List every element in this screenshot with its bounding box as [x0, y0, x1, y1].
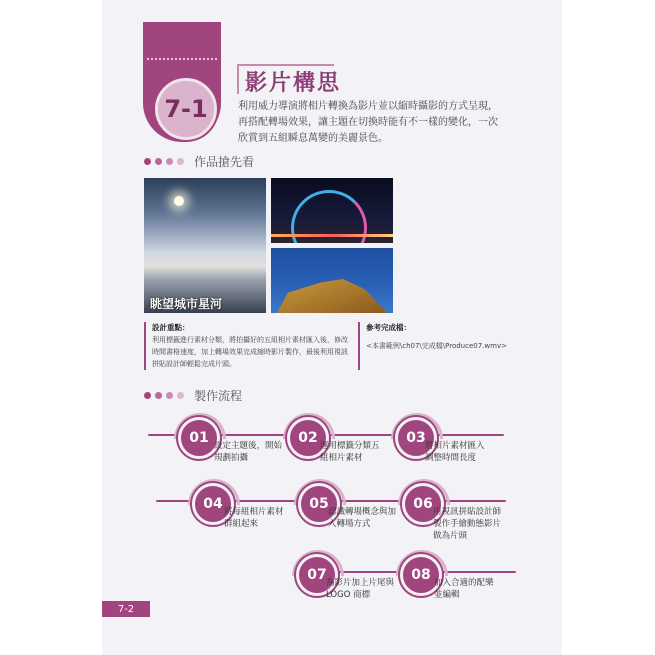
bullet-dot-icon — [155, 158, 162, 165]
flow-step-text: 認識轉場概念與加入轉場方式 — [328, 507, 397, 529]
flow-step-text: 將每組相片素材群組起來 — [224, 507, 284, 529]
flow-step-text: 將相片素材匯入調整時間長度 — [425, 441, 485, 463]
page-title: 影片構思 — [245, 71, 342, 96]
photo-caption: 眺望城市星河 — [150, 297, 223, 311]
preview-heading — [144, 153, 254, 170]
bullet-dot-icon — [155, 392, 162, 399]
bullet-dot-icon — [166, 158, 173, 165]
step-number: 01 — [189, 430, 209, 446]
step-number: 03 — [406, 430, 426, 446]
photo-temple-roof — [271, 248, 393, 313]
flow-step-text: 設定主題後，開始規劃拍攝 — [214, 441, 283, 463]
flow-heading-label: 製作流程 — [194, 389, 243, 403]
step-number: 07 — [307, 567, 327, 583]
flow-step-text: 加入合適的配樂並編輯 — [434, 578, 494, 600]
bullet-dot-icon — [166, 392, 173, 399]
intro-text: 利用威力導演將相片轉換為影片並以縮時攝影的方式呈現，再搭配轉場效果，讓主題在切換時能有不一樣的變化，一次欣賞到五組瞬息萬變的美麗景色。 — [238, 101, 498, 144]
design-notes — [152, 322, 348, 370]
bullet-dot-icon — [177, 392, 184, 399]
flow-step-text: 用視訊拼貼設計師製作手繪動態影片做為片頭 — [433, 507, 502, 541]
reference-file-text: <本書範例\ch07\完成檔\Produce07.wmv> — [366, 342, 507, 350]
bullet-dot-icon — [144, 392, 151, 399]
preview-heading-label: 作品搶先看 — [194, 155, 255, 169]
design-notes-bar — [144, 322, 146, 370]
step-number: 08 — [411, 567, 431, 583]
flow-step-text: 為影片加上片尾與 LOGO 商標 — [326, 578, 395, 600]
temple-roof-shape — [277, 279, 387, 313]
reference-bar — [358, 322, 360, 370]
moon-glow — [174, 196, 184, 206]
reference-file — [366, 322, 516, 352]
section-number-badge — [155, 78, 217, 140]
design-notes-label: 設計重點： — [152, 323, 190, 332]
ribbon-stitching — [147, 58, 217, 60]
bullet-dot-icon — [144, 158, 151, 165]
step-number: 05 — [309, 496, 329, 512]
step-number: 02 — [298, 430, 318, 446]
design-notes-text: 利用標籤進行素材分類，將拍攝好的五組相片素材匯入後，修改時間書格速度，加上轉場效果完成縮時影片製作，最後利用視訊拼貼設計師輕鬆完成片頭。 — [152, 336, 348, 368]
page-number: 7-2 — [102, 601, 150, 617]
bullet-dot-icon — [177, 158, 184, 165]
step-number: 04 — [203, 496, 223, 512]
reference-file-label: 參考完成檔： — [366, 323, 411, 332]
light-trail-road — [271, 234, 393, 237]
step-number: 06 — [413, 496, 433, 512]
flow-step-text: 運用標籤分類五組相片素材 — [320, 441, 380, 463]
section-number: 7-1 — [164, 95, 208, 123]
photo-city-sea-of-clouds — [144, 178, 266, 313]
flow-heading — [144, 387, 242, 404]
photo-light-trails — [271, 178, 393, 243]
